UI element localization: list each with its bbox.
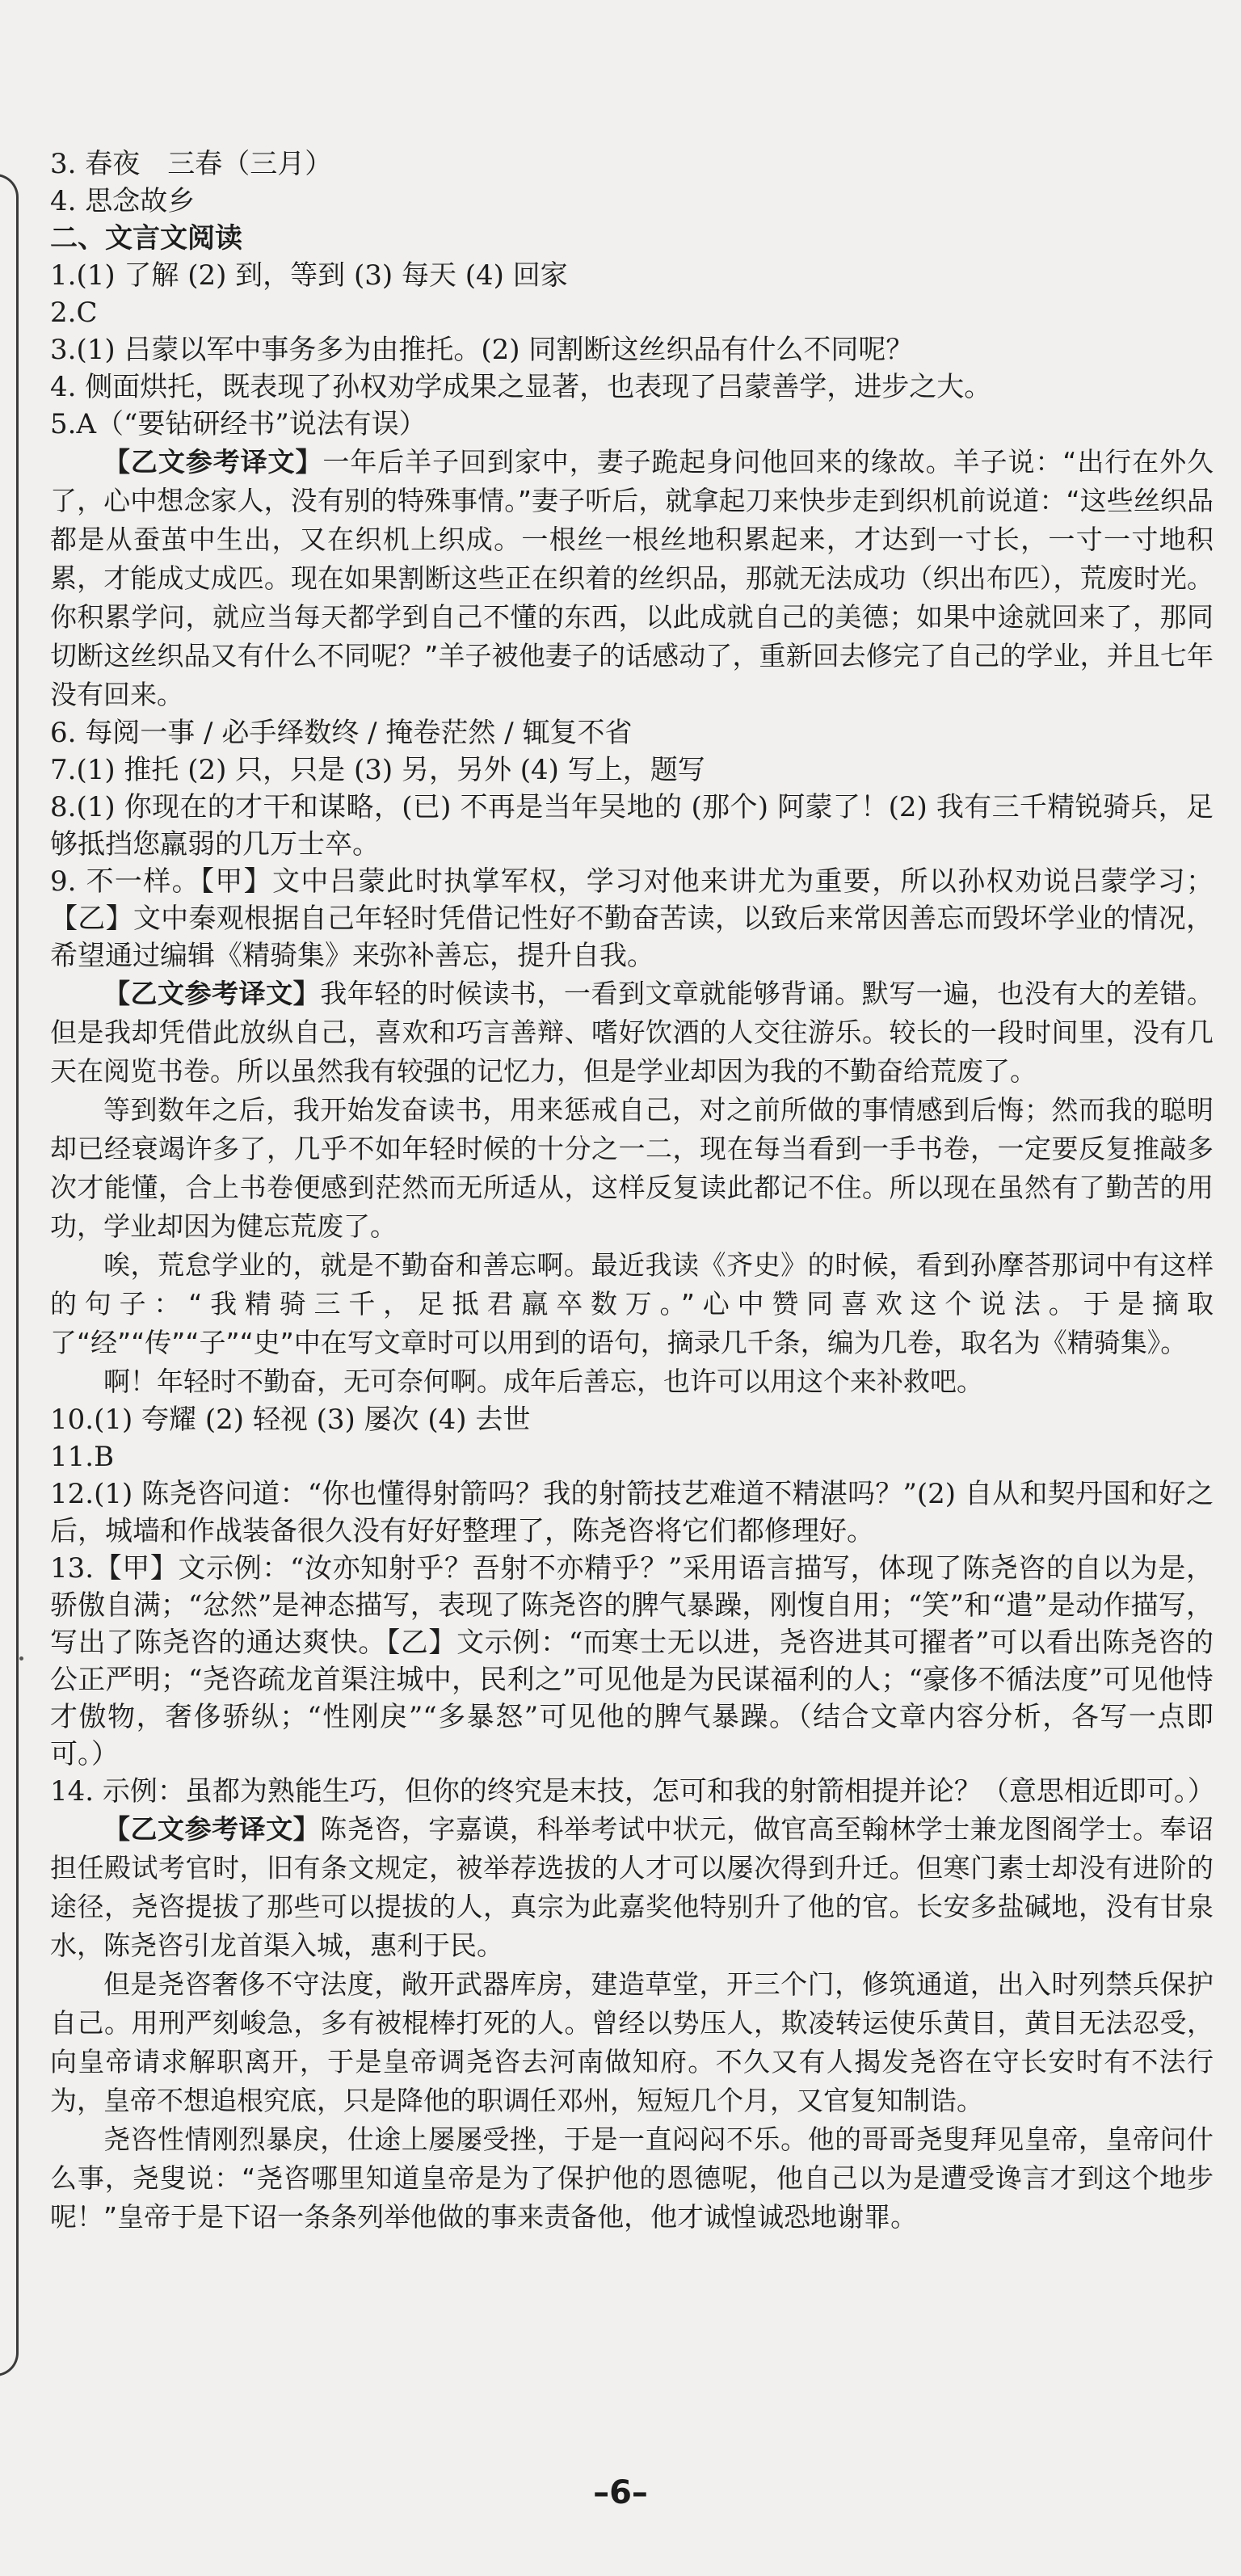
question-11: 11.B (50, 1441, 115, 1473)
translation-tag: 【乙文参考译文】 (103, 978, 321, 1009)
margin-dot (19, 1656, 23, 1661)
translation-text: 一年后羊子回到家中，妻子跪起身问他回来的缘故。羊子说：“出行在外久了，心中想念家人，没有别的特殊事情。”妻子听后，就拿起刀来快步走到织机前说道：“这些丝织品都是从蚕茧中生出，又在织机上织成。一根丝一根丝地积累起来，才达到一寸长，一寸一寸地积累，才能成丈成匹。现在如果割断这些正在织着的丝织品，那就无法成功（织出布匹），荒废时光。你积累学问，就应当每天都学到自己不懂的东西，以此成就自己的美德；如果中途就回来了，那同切断这丝织品又有什么不同呢？”羊子被他妻子的话感动了，重新回去修完了自己的学业，并且七年没有回来。 (50, 446, 1214, 710)
question-6: 6. 每阅一事 / 必手绎数终 / 掩卷茫然 / 辄复不省 (50, 717, 633, 749)
question-14: 14. 示例：虽都为熟能生巧，但你的终究是末技，怎可和我的射箭相提并论？（意思相近即可。） (50, 1775, 1215, 1808)
answer-item-4: 4. 思念故乡 (50, 185, 196, 217)
question-10: 10.(1) 夸耀 (2) 轻视 (3) 屡次 (4) 去世 (50, 1404, 531, 1436)
page-number: –6– (593, 2474, 648, 2511)
translation-paragraph: 唉，荒怠学业的，就是不勤奋和善忘啊。最近我读《齐史》的时候，看到孙摩荅那词中有这样的句子：“我精骑三千，足抵君羸卒数万。”心中赞同喜欢这个说法。于是摘取了“经”“传”“子”“史”中在写文章时可以用到的语句，摘录几千条，编为几卷，取名为《精骑集》。 (50, 1249, 1214, 1358)
question-13: 13.【甲】文示例：“汝亦知射乎？吾射不亦精乎？”采用语言描写，体现了陈尧咨的自以为是，骄傲自满；“忿然”是神态描写，表现了陈尧咨的脾气暴躁，刚愎自用；“笑”和“遣”是动作描写，写出了陈尧咨的通达爽快。【乙】文示例：“而寒士无以进，尧咨进其可擢者”可以看出陈尧咨的公正严明；“尧咨疏龙首渠注城中，民利之”可见他是为民谋福利的人；“豪侈不循法度”可见他恃才傲物，奢侈骄纵；“性刚戾”“多暴怒”可见他的脾气暴躁。（结合文章内容分析，各写一点即可。） (50, 1552, 1214, 1770)
margin-bracket (0, 174, 19, 2376)
translation-block-1 (50, 443, 1214, 714)
translation-paragraph: 但是尧咨奢侈不守法度，敞开武器库房，建造草堂，开三个门，修筑通道，出入时列禁兵保护自己。用刑严刻峻急，多有被棍棒打死的人。曾经以势压人，欺凌转运使乐黄目，黄目无法忍受，向皇帝请求解职离开，于是皇帝调尧咨去河南做知府。不久又有人揭发尧咨在守长安时有不法行为，皇帝不想追根究底，只是降他的职调任邓州，短短几个月，又官复知制诰。 (50, 1968, 1214, 2116)
question-9: 9. 不一样。【甲】文中吕蒙此时执掌军权，学习对他来讲尤为重要，所以孙权劝说吕蒙学习；【乙】文中秦观根据自己年轻时凭借记性好不勤奋苦读，以致后来常因善忘而毁坏学业的情况，希望通过编辑《精骑集》来弥补善忘，提升自我。 (50, 865, 1214, 972)
translation-tag: 【乙文参考译文】 (103, 1813, 321, 1845)
translation-paragraph: 啊！年轻时不勤奋，无可奈何啊。成年后善忘，也许可以用这个来补救吧。 (103, 1366, 983, 1397)
question-5: 5.A（“要钻研经书”说法有误） (50, 408, 427, 440)
question-2: 2.C (50, 297, 98, 329)
section-heading: 二、文言文阅读 (50, 222, 242, 255)
translation-block-3 (50, 1810, 1214, 1965)
question-8: 8.(1) 你现在的才干和谋略，(已) 不再是当年吴地的 (那个) 阿蒙了！(2) 我有三千精锐骑兵，足够抵挡您羸弱的几万士卒。 (50, 791, 1214, 861)
answer-item-3: 3. 春夜 三春（三月） (50, 148, 333, 180)
translation-text: 陈尧咨，字嘉谟，科举考试中状元，做官高至翰林学士兼龙图阁学士。奉诏担任殿试考官时，旧有条文规定，被举荐选拔的人才可以屡次得到升迁。但寒门素士却没有进阶的途径，尧咨提拔了那些可以提拔的人，真宗为此嘉奖他特别升了他的官。长安多盐碱地，没有甘泉水，陈尧咨引龙首渠入城，惠利于民。 (50, 1813, 1214, 1961)
question-1: 1.(1) 了解 (2) 到，等到 (3) 每天 (4) 回家 (50, 259, 568, 292)
translation-text: 我年轻的时候读书，一看到文章就能够背诵。默写一遍，也没有大的差错。但是我却凭借此放纵自己，喜欢和巧言善辩、嗜好饮酒的人交往游乐。较长的一段时间里，没有几天在阅览书卷。所以虽然我有较强的记忆力，但是学业却因为我的不勤奋给荒废了。 (50, 978, 1214, 1087)
question-3: 3.(1) 吕蒙以军中事务多为由推托。(2) 同割断这丝织品有什么不同呢？ (50, 334, 914, 366)
question-4: 4. 侧面烘托，既表现了孙权劝学成果之显著，也表现了吕蒙善学，进步之大。 (50, 371, 992, 403)
question-12: 12.(1) 陈尧咨问道：“你也懂得射箭吗？我的射箭技艺难道不精湛吗？”(2) 自从和契丹国和好之后，城墙和作战装备很久没有好好整理了，陈尧咨将它们都修理好。 (50, 1478, 1214, 1547)
translation-paragraph: 等到数年之后，我开始发奋读书，用来惩戒自己，对之前所做的事情感到后悔；然而我的聪明却已经衰竭许多了，几乎不如年轻时候的十分之一二，现在每当看到一手书卷，一定要反复推敲多次才能懂，合上书卷便感到茫然而无所适从，这样反复读此都记不住。所以现在虽然有了勤苦的用功，学业却因为健忘荒废了。 (50, 1094, 1214, 1242)
translation-block-2 (50, 974, 1214, 1091)
question-7: 7.(1) 推托 (2) 只，只是 (3) 另，另外 (4) 写上，题写 (50, 754, 705, 786)
answer-content (50, 145, 1214, 2237)
translation-tag: 【乙文参考译文】 (103, 446, 323, 478)
translation-paragraph: 尧咨性情刚烈暴戾，仕途上屡屡受挫，于是一直闷闷不乐。他的哥哥尧叟拜见皇帝，皇帝问什么事，尧叟说：“尧咨哪里知道皇帝是为了保护他的恩德呢，他自己以为是遭受谗言才到这个地步呢！”皇帝于是下诏一条条列举他做的事来责备他，他才诚惶诚恐地谢罪。 (50, 2124, 1214, 2233)
